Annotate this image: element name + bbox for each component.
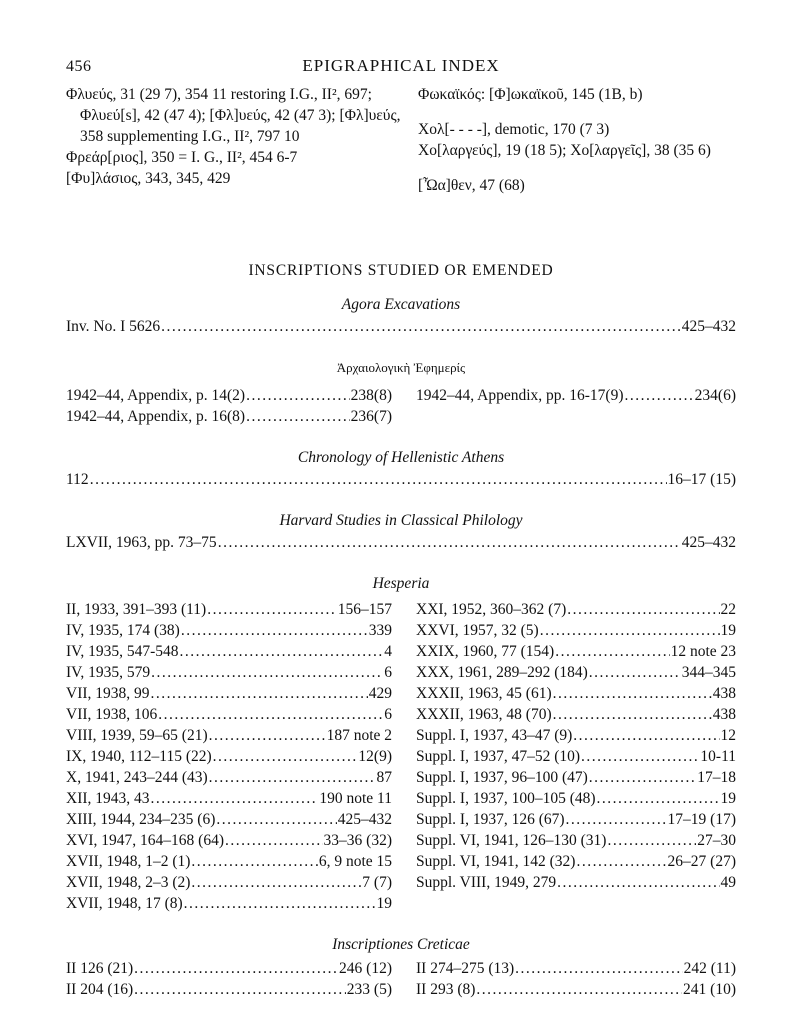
index-row <box>416 599 736 620</box>
page-reference: 187 note 2 <box>326 727 392 744</box>
citation-label: Suppl. VIII, 1949, 279 <box>416 874 557 891</box>
page-reference: 425–432 <box>337 811 392 828</box>
leader-dots <box>225 830 323 851</box>
leader-dots <box>246 406 350 427</box>
ephemeris-right-column <box>416 385 736 427</box>
citation-label: XXXII, 1963, 48 (70) <box>416 706 552 723</box>
leader-dots <box>581 746 699 767</box>
leader-dots <box>161 316 681 337</box>
page-reference: 156–157 <box>337 601 392 618</box>
citation-label: 1942–44, Appendix, p. 14(2) <box>66 387 246 404</box>
index-row <box>66 809 392 830</box>
index-row <box>66 893 392 914</box>
index-row <box>416 809 736 830</box>
page-reference: 236(7) <box>350 408 392 425</box>
citation-label: IV, 1935, 174 (38) <box>66 622 180 639</box>
page-reference: 19 <box>376 895 392 912</box>
page-reference: 339 <box>368 622 392 639</box>
citation-label: 1942–44, Appendix, pp. 16-17(9) <box>416 387 624 404</box>
index-row <box>66 406 392 427</box>
citation-label: Suppl. I, 1937, 47–52 (10) <box>416 748 581 765</box>
page-reference: 438 <box>712 706 736 723</box>
page-reference: 190 note 11 <box>319 790 392 807</box>
page-reference: 438 <box>712 685 736 702</box>
index-row <box>416 662 736 683</box>
greek-index-right-column <box>418 84 736 196</box>
citation-label: XVII, 1948, 1–2 (1) <box>66 853 191 870</box>
page-reference: 6 <box>384 664 392 681</box>
citation-label: XXX, 1961, 289–292 (184) <box>416 664 588 681</box>
page-reference: 22 <box>720 601 736 618</box>
page-reference: 425–432 <box>681 318 736 335</box>
citation-label: IV, 1935, 547-548 <box>66 643 179 660</box>
subsection-title: Ἀρχαιολογικὴ Ἐφημερίς <box>336 360 466 375</box>
ephemeris-left-column <box>66 385 392 427</box>
index-row <box>416 830 736 851</box>
index-row <box>66 851 392 872</box>
citation-label: Suppl. I, 1937, 126 (67) <box>416 811 565 828</box>
creticae-left-column <box>66 958 392 1000</box>
leader-dots <box>158 704 383 725</box>
citation-label: VII, 1938, 106 <box>66 706 158 723</box>
greek-index-left-column <box>66 84 406 189</box>
index-row <box>416 746 736 767</box>
citation-label: II 274–275 (13) <box>416 960 515 977</box>
index-row <box>416 788 736 809</box>
hesperia-left-column <box>66 599 392 914</box>
leader-dots <box>515 958 682 979</box>
citation-label: XXI, 1952, 360–362 (7) <box>416 601 567 618</box>
citation-label: VII, 1938, 99 <box>66 685 150 702</box>
leader-dots <box>134 979 346 1000</box>
index-row <box>66 469 736 490</box>
index-entry: Φρεάρ[ριος], 350 = I. G., II², 454 6-7 <box>66 149 298 166</box>
citation-label: XXIX, 1960, 77 (154) <box>416 643 555 660</box>
page-reference: 242 (11) <box>683 960 736 977</box>
creticae-section <box>66 934 736 1000</box>
subsection-title: Agora Excavations <box>341 296 461 313</box>
citation-label: Suppl. I, 1937, 43–47 (9) <box>416 727 573 744</box>
index-entry: Χο[λαργεύς], 19 (18 5); Χο[λαργεῖς], 38 (35 6) <box>418 142 711 159</box>
page-reference: 16–17 (15) <box>667 471 736 488</box>
index-row <box>416 979 736 1000</box>
leader-dots <box>213 746 358 767</box>
index-row <box>416 683 736 704</box>
leader-dots <box>184 893 376 914</box>
citation-label: VIII, 1939, 59–65 (21) <box>66 727 208 744</box>
citation-label: XVI, 1947, 164–168 (64) <box>66 832 224 849</box>
leader-dots <box>181 620 368 641</box>
leader-dots <box>151 683 368 704</box>
citation-label: Suppl. I, 1937, 96–100 (47) <box>416 769 588 786</box>
page-reference: 27–30 <box>697 832 736 849</box>
index-row <box>416 620 736 641</box>
harvard-section <box>66 510 736 553</box>
index-row <box>66 532 736 553</box>
page-reference: 17–19 (17) <box>667 811 736 828</box>
index-row <box>66 620 392 641</box>
page-reference: 4 <box>384 643 392 660</box>
leader-dots <box>607 830 696 851</box>
index-row <box>66 599 392 620</box>
page-reference: 344–345 <box>681 664 736 681</box>
index-row <box>66 830 392 851</box>
citation-label: XXXII, 1963, 45 (61) <box>416 685 552 702</box>
citation-label: XVII, 1948, 17 (8) <box>66 895 183 912</box>
index-row <box>66 641 392 662</box>
agora-section <box>66 294 736 337</box>
leader-dots <box>90 469 667 490</box>
index-row <box>66 385 392 406</box>
page-reference: 12 note 23 <box>670 643 736 660</box>
greek-index-block <box>66 84 736 214</box>
leader-dots <box>209 725 326 746</box>
citation-label: 112 <box>66 471 89 488</box>
subsection-title: Chronology of Hellenistic Athens <box>297 449 505 466</box>
leader-dots <box>573 725 719 746</box>
leader-dots <box>218 532 681 553</box>
page-reference: 6, 9 note 15 <box>318 853 392 870</box>
citation-label: Suppl. VI, 1941, 142 (32) <box>416 853 576 870</box>
ephemeris-section <box>66 357 736 427</box>
index-row <box>66 788 392 809</box>
index-row <box>416 851 736 872</box>
page-reference: 12(9) <box>358 748 392 765</box>
citation-label: X, 1941, 243–244 (43) <box>66 769 208 786</box>
leader-dots <box>134 958 338 979</box>
citation-label: XII, 1943, 43 <box>66 790 150 807</box>
leader-dots <box>625 385 694 406</box>
leader-dots <box>567 599 719 620</box>
leader-dots <box>191 851 317 872</box>
citation-label: II 293 (8) <box>416 981 476 998</box>
index-entry: [Ὦα]θεν, 47 (68) <box>418 177 525 194</box>
page-reference: 241 (10) <box>683 981 736 998</box>
index-entry: Φλυεύς, 31 (29 7), 354 11 restoring I.G., II², 697; Φλυεύ[s], 42 (47 4); [Φλ]υεύς, 42 (47 3); [Φλ]υεύς, 358 supplementing I.G., II², 797 10 <box>66 86 401 145</box>
leader-dots <box>191 872 361 893</box>
index-row <box>66 979 392 1000</box>
index-row <box>66 683 392 704</box>
index-row <box>66 725 392 746</box>
citation-label: Suppl. VI, 1941, 126–130 (31) <box>416 832 607 849</box>
hesperia-right-column <box>416 599 736 914</box>
index-row <box>416 385 736 406</box>
index-entry: [Φυ]λάσιος, 343, 345, 429 <box>66 170 231 187</box>
subsection-title: Inscriptiones Creticae <box>332 936 470 953</box>
leader-dots <box>566 809 667 830</box>
leader-dots <box>557 872 719 893</box>
citation-label: Suppl. I, 1937, 100–105 (48) <box>416 790 596 807</box>
page-reference: 7 (7) <box>362 874 392 891</box>
leader-dots <box>216 809 336 830</box>
leader-dots <box>151 662 383 683</box>
index-row <box>66 872 392 893</box>
index-entry: Χολ[- - - -], demotic, 170 (7 3) <box>418 121 610 138</box>
index-row <box>416 958 736 979</box>
index-row <box>66 704 392 725</box>
index-row <box>66 316 736 337</box>
citation-label: LXVII, 1963, pp. 73–75 <box>66 534 217 551</box>
leader-dots <box>553 683 712 704</box>
leader-dots <box>476 979 682 1000</box>
leader-dots <box>589 767 696 788</box>
leader-dots <box>597 788 720 809</box>
page-number: 456 <box>66 58 92 75</box>
citation-label: IV, 1935, 579 <box>66 664 151 681</box>
subsection-title: Hesperia <box>372 575 430 592</box>
leader-dots <box>209 767 376 788</box>
leader-dots <box>246 385 350 406</box>
index-row <box>416 872 736 893</box>
page-reference: 12 <box>720 727 736 744</box>
page-reference: 6 <box>384 706 392 723</box>
index-row <box>66 767 392 788</box>
page-reference: 33–36 (32) <box>323 832 392 849</box>
index-row <box>416 767 736 788</box>
citation-label: 1942–44, Appendix, p. 16(8) <box>66 408 246 425</box>
citation-label: XIII, 1944, 234–235 (6) <box>66 811 216 828</box>
running-title: EPIGRAPHICAL INDEX <box>302 56 500 75</box>
leader-dots <box>207 599 337 620</box>
creticae-right-column <box>416 958 736 1000</box>
leader-dots <box>576 851 666 872</box>
hesperia-section <box>66 573 736 914</box>
citation-label: II 126 (21) <box>66 960 134 977</box>
index-row <box>416 725 736 746</box>
leader-dots <box>589 662 681 683</box>
citation-label: II, 1933, 391–393 (11) <box>66 601 207 618</box>
leader-dots <box>180 641 384 662</box>
index-row <box>416 704 736 725</box>
chronology-section <box>66 447 736 490</box>
page-reference: 10-11 <box>700 748 736 765</box>
page-header <box>66 54 736 84</box>
section-heading: INSCRIPTIONS STUDIED OR EMENDED <box>248 262 554 279</box>
page-reference: 49 <box>720 874 736 891</box>
index-row <box>66 746 392 767</box>
page-reference: 238(8) <box>350 387 392 404</box>
page-reference: 425–432 <box>681 534 736 551</box>
page-reference: 19 <box>720 790 736 807</box>
leader-dots <box>553 704 712 725</box>
index-page <box>66 54 736 1000</box>
index-row <box>416 641 736 662</box>
citation-label: II 204 (16) <box>66 981 134 998</box>
index-row <box>66 958 392 979</box>
citation-label: XXVI, 1957, 32 (5) <box>416 622 539 639</box>
citation-label: Inv. No. I 5626 <box>66 318 161 335</box>
page-reference: 234(6) <box>694 387 736 404</box>
page-reference: 429 <box>368 685 392 702</box>
index-row <box>66 662 392 683</box>
subsection-title: Harvard Studies in Classical Philology <box>279 512 523 529</box>
page-reference: 19 <box>720 622 736 639</box>
leader-dots <box>555 641 669 662</box>
page-reference: 87 <box>376 769 392 786</box>
index-entry: Φωκαϊκός: [Φ]ωκαϊκοῦ, 145 (1B, b) <box>418 86 643 103</box>
page-reference: 26–27 (27) <box>667 853 736 870</box>
leader-dots <box>540 620 720 641</box>
page-reference: 246 (12) <box>339 960 392 977</box>
citation-label: IX, 1940, 112–115 (22) <box>66 748 212 765</box>
leader-dots <box>151 788 319 809</box>
citation-label: XVII, 1948, 2–3 (2) <box>66 874 191 891</box>
page-reference: 233 (5) <box>346 981 392 998</box>
page-reference: 17–18 <box>697 769 736 786</box>
